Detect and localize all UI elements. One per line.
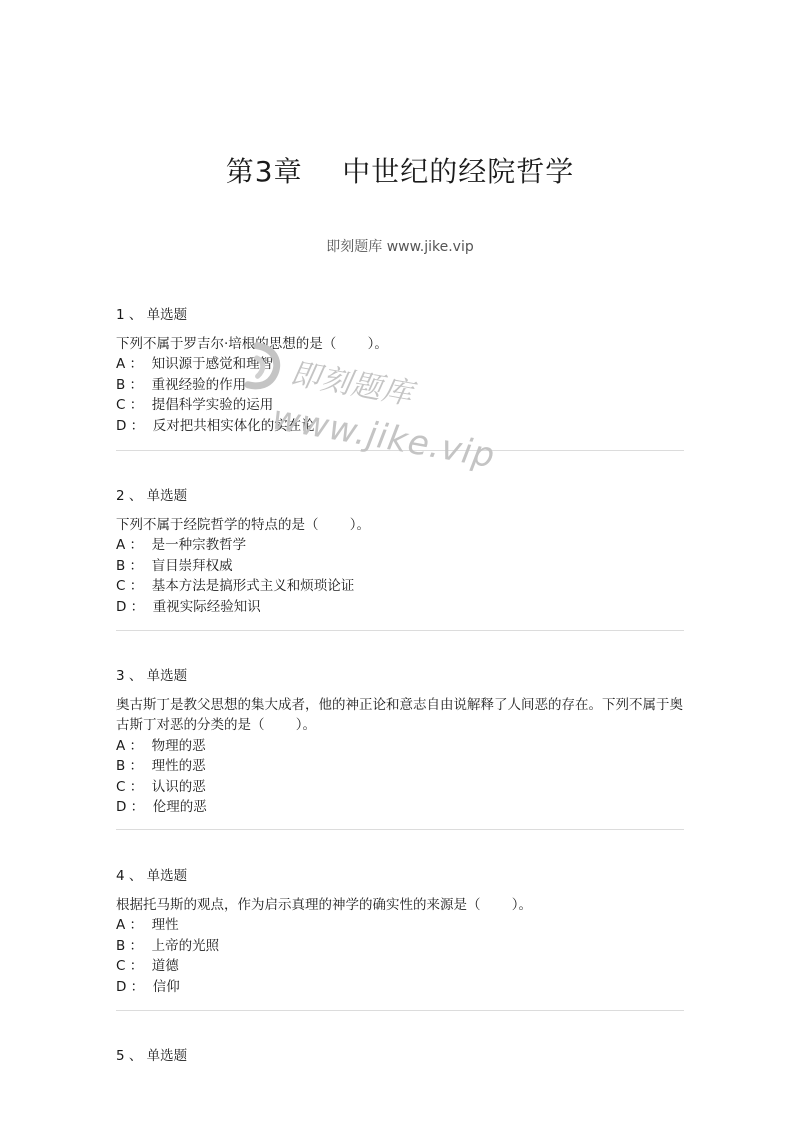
question-stem: 下列不属于经院哲学的特点的是（ ）。	[116, 516, 371, 533]
question-3	[116, 666, 686, 818]
page-title: 第3章 中世纪的经院哲学	[225, 155, 575, 188]
option-d: D ： 伦理的恶	[116, 799, 207, 815]
option-a: A ： 知识源于感觉和理智	[116, 356, 274, 372]
option-b: B ： 盲目崇拜权威	[116, 557, 233, 574]
question-header: 4 、 单选题	[116, 868, 188, 884]
option-a: A ： 是一种宗教哲学	[116, 537, 247, 553]
question-header: 3 、 单选题	[116, 668, 188, 684]
question-header: 2 、 单选题	[116, 488, 188, 504]
option-b: B ： 重视经验的作用	[116, 376, 247, 393]
question-stem: 根据托马斯的观点，作为启示真理的神学的确实性的来源是（ ）。	[116, 896, 533, 913]
option-d: D ： 信仰	[116, 978, 180, 995]
question-1	[116, 305, 686, 436]
option-c: C ： 认识的恶	[116, 778, 206, 795]
question-4	[116, 866, 686, 997]
source-label: 即刻题库 www.jike.vip	[326, 239, 474, 255]
question-header: 1 、 单选题	[116, 307, 188, 323]
divider	[116, 450, 684, 451]
option-c: C ： 基本方法是搞形式主义和烦琐论证	[116, 578, 355, 594]
watermark-text: 即刻题库	[287, 356, 416, 413]
divider	[116, 829, 684, 830]
question-header: 5 、 单选题	[116, 1048, 188, 1064]
option-c: C ： 道德	[116, 958, 179, 974]
question-5	[116, 1046, 686, 1075]
divider	[116, 1010, 684, 1011]
option-b: B ： 上帝的光照	[116, 937, 220, 954]
question-stem: 下列不属于罗吉尔·培根的思想的是（ ）。	[116, 335, 388, 352]
option-d: D ： 反对把共相实体化的实在论	[116, 417, 315, 434]
divider	[116, 630, 684, 631]
question-stem: 奥古斯丁是教父思想的集大成者，他的神正论和意志自由说解释了人间恶的存在。下列不属于奥古斯丁对恶的分类的是（ ）。	[116, 696, 683, 733]
question-2	[116, 486, 686, 617]
option-d: D ： 重视实际经验知识	[116, 598, 261, 615]
option-b: B ： 理性的恶	[116, 758, 206, 774]
option-a: A ： 理性	[116, 917, 179, 933]
watermark-url: www.jike.vip	[269, 397, 499, 477]
option-a: A ： 物理的恶	[116, 737, 206, 754]
option-c: C ： 提倡科学实验的运用	[116, 397, 274, 413]
